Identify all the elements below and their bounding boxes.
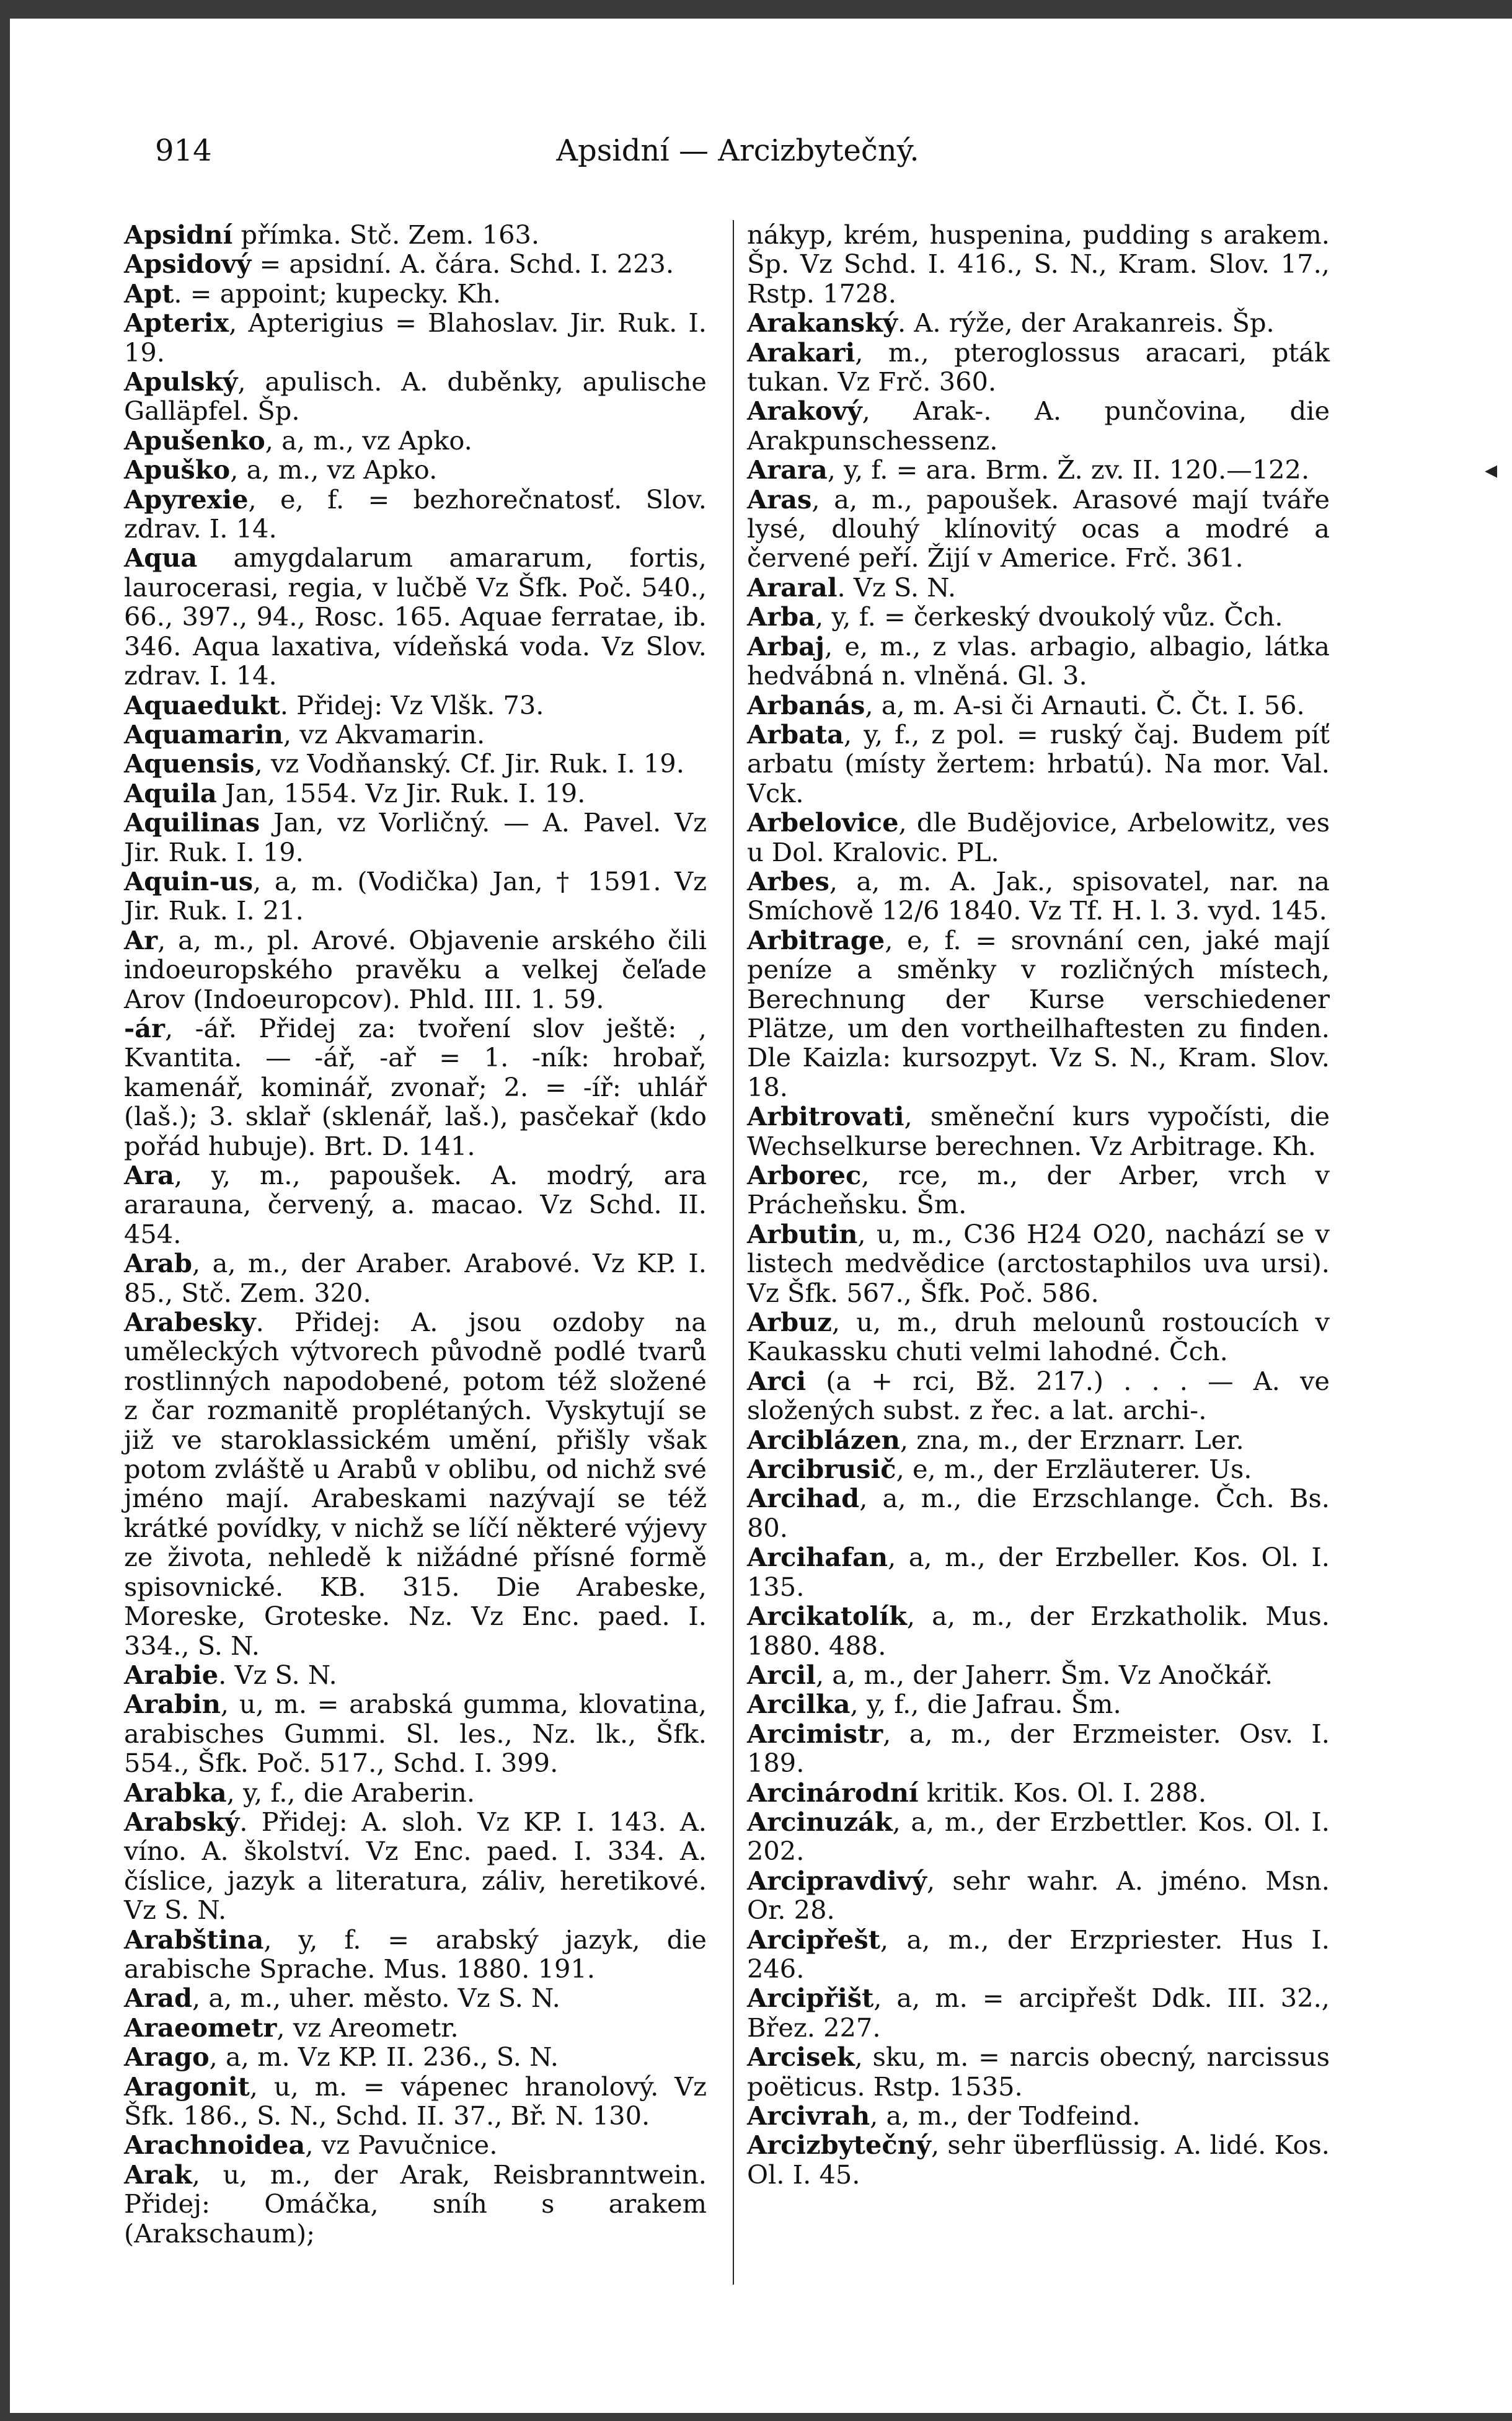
headword: Arcipřešt — [747, 1924, 880, 1955]
headword: Arbes — [747, 865, 829, 896]
headword: Arciblázen — [747, 1424, 900, 1455]
dictionary-entry: Arbelovice, dle Budějovice, Arbelowitz, ves u Dol. Kralovic. PL. — [747, 807, 1330, 867]
dictionary-entry: Arabka, y, f., die Araberin. — [124, 1777, 475, 1808]
dictionary-entry: Arcihad, a, m., die Erzschlange. Čch. Bs. 80. — [747, 1483, 1330, 1543]
headword: Arak — [124, 2159, 192, 2190]
page-number: 914 — [155, 133, 212, 168]
headword: Apyrexie — [124, 484, 249, 515]
dictionary-entry: Arabin, u, m. = arabská gumma, klovatina, arabisches Gummi. Sl. les., Nz. lk., Šfk. 554., Šfk. Poč. 517., Schd. I. 399. — [124, 1689, 707, 1779]
dictionary-entry: Apsidový = apsidní. A. čára. Schd. I. 223. — [124, 249, 674, 280]
margin-mark: ◂ — [1485, 456, 1498, 484]
dictionary-entry: Arara, y, f. = ara. Brm. Ž. zv. II. 120.—122. — [747, 454, 1310, 485]
headword: Arcizbytečný — [747, 2130, 931, 2161]
dictionary-entry: Aquensis, vz Vodňanský. Cf. Jir. Ruk. I. 19. — [124, 748, 684, 779]
headword: Ara — [124, 1160, 174, 1190]
headword: Arbanás — [747, 689, 865, 720]
headword: Arcihad — [747, 1483, 860, 1514]
dictionary-entry: Arabský. Přidej: A. sloh. Vz KP. I. 143. A. víno. A. školství. Vz Enc. paed. I. 334. A. číslice, jazyk a literatura, záliv, heretikové. Vz S. N. — [124, 1806, 707, 1926]
dictionary-entry: Arbanás, a, m. A-si či Arnauti. Č. Čt. I. 56. — [747, 689, 1305, 720]
dictionary-entry: Arbes, a, m. A. Jak., spisovatel, nar. na Smíchově 12/6 1840. Vz Tf. H. l. 3. vyd. 145. — [747, 865, 1330, 926]
headword: Arbata — [747, 719, 844, 750]
headword: Aragonit — [124, 2071, 250, 2102]
dictionary-entry: Apt. = appoint; kupecky. Kh. — [124, 278, 502, 309]
headword: Arad — [124, 1983, 192, 2014]
headword: Arbuz — [747, 1307, 832, 1338]
headword: Aquilinas — [124, 807, 260, 838]
headword: Arab — [124, 1248, 192, 1279]
dictionary-entry: Arcilka, y, f., die Jafrau. Šm. — [747, 1689, 1121, 1720]
headword: Aqua — [124, 542, 198, 573]
dictionary-entry: Arcipřišt, a, m. = arcipřešt Ddk. III. 32., Břez. 227. — [747, 1983, 1330, 2043]
headword: Apušenko — [124, 425, 265, 456]
right-column — [747, 220, 1330, 2189]
headword: Arcimistr — [747, 1718, 883, 1749]
dictionary-entry: Arbuz, u, m., druh melounů rostoucích v Kaukassku chuti velmi lahodné. Čch. — [747, 1307, 1330, 1367]
dictionary-entry: Apterix, Apterigius = Blahoslav. Jir. Ruk. I. 19. — [124, 308, 707, 368]
dictionary-entry: Arcipravdivý, sehr wahr. A. jméno. Msn. Or. 28. — [747, 1865, 1330, 1926]
headword: Apuško — [124, 454, 231, 485]
headword: Arcinárodní — [747, 1777, 919, 1808]
headword: Arcibrusič — [747, 1454, 896, 1485]
dictionary-entry: Arakari, m., pteroglossus aracari, pták tukan. Vz Frč. 360. — [747, 337, 1330, 397]
dictionary-entry: Aquila Jan, 1554. Vz Jir. Ruk. I. 19. — [124, 777, 586, 808]
dictionary-entry: Apsidní přímka. Stč. Zem. 163. — [124, 219, 540, 250]
headword: Arbutin — [747, 1218, 858, 1249]
dictionary-entry: Araeometr, vz Areometr. — [124, 2012, 459, 2043]
headword: Arborec — [747, 1160, 862, 1190]
dictionary-entry: Arcihafan, a, m., der Erzbeller. Kos. Ol. I. 135. — [747, 1542, 1330, 1602]
headword: Arbitrovati — [747, 1101, 904, 1132]
headword: Aquamarin — [124, 719, 283, 750]
dictionary-entry: Arcibrusič, e, m., der Erzläuterer. Us. — [747, 1454, 1252, 1485]
dictionary-entry: Araral. Vz S. N. — [747, 572, 957, 603]
dictionary-entry: Apyrexie, e, f. = bezhorečnatosť. Slov. zdrav. I. 14. — [124, 484, 707, 544]
dictionary-entry: Arcizbytečný, sehr überflüssig. A. lidé. Kos. Ol. I. 45. — [747, 2130, 1330, 2190]
headword: Arabin — [124, 1689, 221, 1720]
dictionary-entry: Arbitrovati, směneční kurs vypočísti, die Wechselkurse berechnen. Vz Arbitrage. Kh. — [747, 1101, 1330, 1161]
headword: Arago — [124, 2042, 210, 2073]
headword: -ár — [124, 1012, 165, 1043]
dictionary-entry: Aquamarin, vz Akvamarin. — [124, 719, 485, 750]
dictionary-entry: Arad, a, m., uher. město. Vz S. N. — [124, 1983, 560, 2014]
dictionary-entry: Aragonit, u, m. = vápenec hranolový. Vz Šfk. 186., S. N., Schd. II. 37., Bř. N. 130. — [124, 2071, 707, 2131]
dictionary-entry: Arba, y, f. = čerkeský dvoukolý vůz. Čch. — [747, 601, 1283, 632]
dictionary-entry: Apuško, a, m., vz Apko. — [124, 454, 438, 485]
dictionary-entry: Arborec, rce, m., der Arber, vrch v Prácheňsku. Šm. — [747, 1160, 1330, 1220]
dictionary-entry: nákyp, krém, huspenina, pudding s arakem. Šp. Vz Schd. I. 416., S. N., Kram. Slov. 17., Rstp. 1728. — [747, 219, 1330, 309]
scan-border-top — [0, 0, 1512, 19]
headword: Apt — [124, 278, 174, 309]
dictionary-entry: Apušenko, a, m., vz Apko. — [124, 425, 472, 456]
dictionary-entry: Arbitrage, e, f. = srovnání cen, jaké mají peníze a směnky v rozličných místech, Berechnung der Kurse verschiedener Plätze, um den vortheilhaftesten zu finden. Dle Kaizla: kursozpyt. Vz S. N., Kram. Slov. 18. — [747, 924, 1330, 1102]
headword: Arara — [747, 454, 828, 485]
headword: Arcisek — [747, 2042, 855, 2073]
dictionary-entry: Arcisek, sku, m. = narcis obecný, narcissus poëticus. Rstp. 1535. — [747, 2042, 1330, 2102]
dictionary-entry: Arcivrah, a, m., der Todfeind. — [747, 2100, 1141, 2131]
scan-border-bottom — [0, 2413, 1512, 2421]
headword: Ar — [124, 924, 158, 955]
dictionary-entry: Arcimistr, a, m., der Erzmeister. Osv. I. 189. — [747, 1718, 1330, 1779]
headword: Arabka — [124, 1777, 227, 1808]
dictionary-entry: Ar, a, m., pl. Arové. Objavenie arského čili indoeuropského pravěku a velkej čeľade Arov (Indoeuropcov). Phld. III. 1. 59. — [124, 924, 707, 1014]
headword: Arcinuzák — [747, 1806, 893, 1837]
dictionary-entry: Arcipřešt, a, m., der Erzpriester. Hus I. 246. — [747, 1924, 1330, 1984]
headword: Aquila — [124, 777, 217, 808]
headword: Arcil — [747, 1659, 816, 1690]
headword: Arbelovice — [747, 807, 899, 838]
dictionary-entry: Arbata, y, f., z pol. = ruský čaj. Budem píť arbatu (místy žertem: hrbatú). Na mor. Val. Vck. — [747, 719, 1330, 808]
headword: Arabský — [124, 1806, 240, 1837]
running-title: Apsidní — Arcizbytečný. — [556, 133, 919, 168]
page-header — [155, 133, 1320, 177]
dictionary-entry: Aqua amygdalarum amararum, fortis, laurocerasi, regia, v lučbě Vz Šfk. Poč. 540., 66., 397., 94., Rosc. 165. Aquae ferratae, ib. 346. Aqua laxativa, vídeňská voda. Vz Slov. zdrav. I. 14. — [124, 542, 707, 691]
headword: Apulský — [124, 366, 238, 397]
headword: Arabština — [124, 1924, 264, 1955]
dictionary-entry: Arcil, a, m., der Jaherr. Šm. Vz Anočkář. — [747, 1659, 1273, 1690]
dictionary-entry: Arabie. Vz S. N. — [124, 1659, 337, 1690]
dictionary-entry: Arak, u, m., der Arak, Reisbranntwein. Přidej: Omáčka, sníh s arakem (Arakschaum); — [124, 2159, 707, 2249]
headword: Arakanský — [747, 308, 898, 339]
dictionary-entry: Arcinuzák, a, m., der Erzbettler. Kos. Ol. I. 202. — [747, 1806, 1330, 1867]
headword: Arcikatolík — [747, 1601, 907, 1632]
dictionary-entry: Arbaj, e, m., z vlas. arbagio, albagio, látka hedvábná n. vlněná. Gl. 3. — [747, 631, 1330, 691]
headword: Arbitrage — [747, 924, 885, 955]
headword: Arabie — [124, 1659, 219, 1690]
dictionary-entry: Arci (a + rci, Bž. 217.) . . . — A. ve složených subst. z řec. a lat. archi-. — [747, 1365, 1330, 1426]
dictionary-entry: Arakanský. A. rýže, der Arakanreis. Šp. — [747, 308, 1275, 339]
dictionary-entry: Arachnoidea, vz Pavučnice. — [124, 2130, 498, 2161]
headword: Arachnoidea — [124, 2130, 306, 2161]
headword: Arcivrah — [747, 2100, 870, 2131]
headword: Araral — [747, 572, 838, 603]
dictionary-entry: Arakový, Arak-. A. punčovina, die Arakpunschessenz. — [747, 396, 1330, 456]
dictionary-entry: -ár, -ář. Přidej za: tvoření slov ještě: , Kvantita. — -ář, -ař = 1. -ník: hrobař, kamenář, kominář, zvonař; 2. = -íř: uhlář (laš.); 3. sklař (sklenář, laš.), pasčekař (kdo pořád hubuje). Brt. D. 141. — [124, 1012, 707, 1161]
headword: Arci — [747, 1365, 807, 1396]
dictionary-entry: Arcinárodní kritik. Kos. Ol. I. 288. — [747, 1777, 1207, 1808]
headword: Arcilka — [747, 1689, 851, 1720]
left-column — [124, 220, 707, 2248]
headword: Arcihafan — [747, 1542, 888, 1573]
headword: Aquin-us — [124, 865, 254, 896]
headword: Arcipřišt — [747, 1983, 874, 2014]
scan-border-left — [0, 0, 10, 2421]
headword: Arcipravdivý — [747, 1865, 927, 1896]
headword: Aquaedukt — [124, 689, 280, 720]
headword: Apsidní — [124, 219, 233, 250]
dictionary-entry: Ara, y, m., papoušek. A. modrý, ara ararauna, červený, a. macao. Vz Schd. II. 454. — [124, 1160, 707, 1249]
headword: Arbaj — [747, 631, 825, 662]
dictionary-entry: Arabština, y, f. = arabský jazyk, die arabische Sprache. Mus. 1880. 191. — [124, 1924, 707, 1984]
dictionary-entry: Arbutin, u, m., C36 H24 O20, nachází se v listech medvědice (arctostaphilos uva ursi). Vz Šfk. 567., Šfk. Poč. 586. — [747, 1218, 1330, 1308]
headword: Aras — [747, 484, 812, 515]
headword: Araeometr — [124, 2012, 277, 2043]
dictionary-entry: Arabesky. Přidej: A. jsou ozdoby na uměleckých výtvorech původně podlé tvarů rostlinných napodobené, potom též složené z čar rozmanitě proplétaných. Vyskytují se již ve staroklassickém umění, přišly však potom zvláště u Arabů v oblibu, od nichž své jméno mají. Arabeskami nazývají se též krátké povídky, v nichž se líčí některé výjevy ze života, nehledě k nižádné přísné formě spisovnické. KB. 315. Die Arabeske, Moreske, Groteske. Nz. Vz Enc. paed. I. 334., S. N. — [124, 1307, 707, 1661]
dictionary-entry: Arciblázen, zna, m., der Erznarr. Ler. — [747, 1424, 1244, 1455]
headword: Arakari — [747, 337, 855, 368]
headword: Arabesky — [124, 1307, 256, 1338]
dictionary-entry: Aquin-us, a, m. (Vodička) Jan, † 1591. Vz Jir. Ruk. I. 21. — [124, 865, 707, 926]
dictionary-entry: Aras, a, m., papoušek. Arasové mají tváře lysé, dlouhý klínovitý ocas a modré a červené peří. Žijí v Americe. Frč. 361. — [747, 484, 1330, 573]
column-divider — [733, 220, 734, 2285]
dictionary-entry: Aquilinas Jan, vz Vorličný. — A. Pavel. Vz Jir. Ruk. I. 19. — [124, 807, 707, 867]
headword: Apterix — [124, 308, 229, 339]
dictionary-entry: Arcikatolík, a, m., der Erzkatholik. Mus. 1880. 488. — [747, 1601, 1330, 1661]
headword: Aquensis — [124, 748, 255, 779]
dictionary-entry: Arago, a, m. Vz KP. II. 236., S. N. — [124, 2042, 559, 2073]
dictionary-entry: Arab, a, m., der Araber. Arabové. Vz KP. I. 85., Stč. Zem. 320. — [124, 1248, 707, 1308]
dictionary-entry: Apulský, apulisch. A. duběnky, apulische Galläpfel. Šp. — [124, 366, 707, 427]
headword: Arakový — [747, 396, 862, 427]
dictionary-entry: Aquaedukt. Přidej: Vz Vlšk. 73. — [124, 689, 544, 720]
headword: Arba — [747, 601, 815, 632]
headword: Apsidový — [124, 249, 252, 280]
